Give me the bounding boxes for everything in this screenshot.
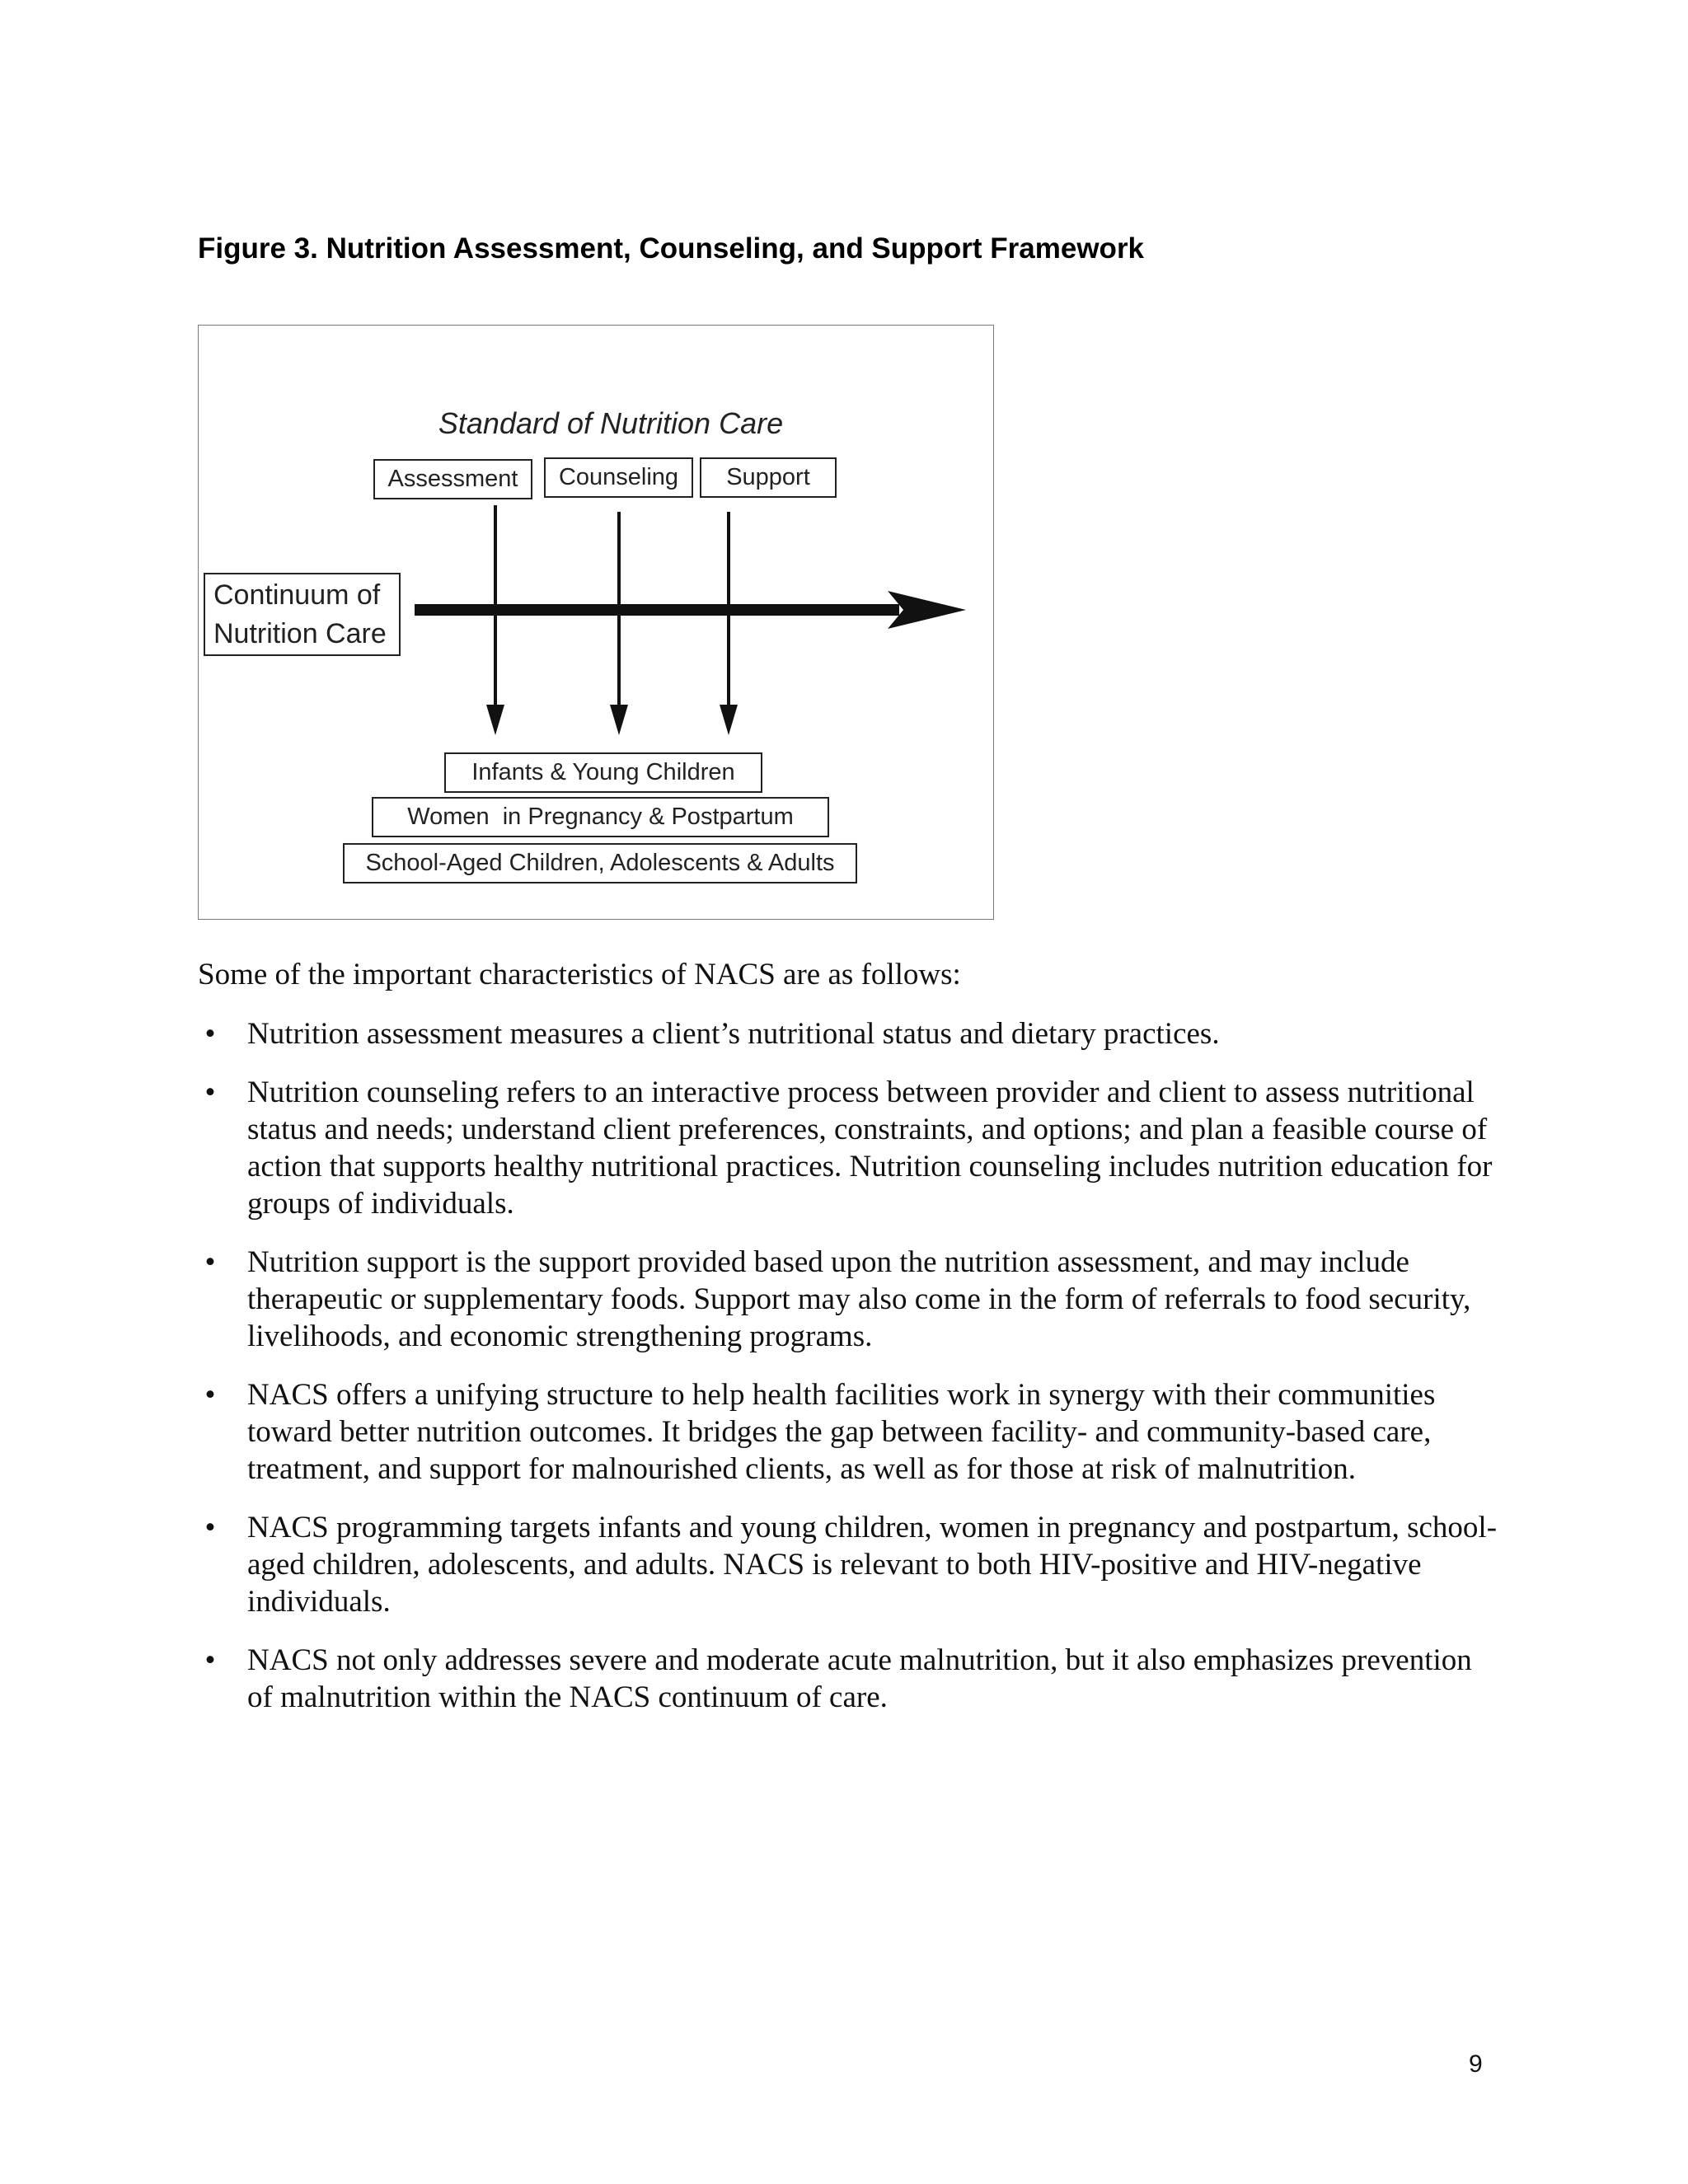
bullet-icon: • (204, 1076, 216, 1109)
group-infants-box: Infants & Young Children (444, 752, 762, 793)
list-item-text: Nutrition counseling refers to an interactive process between provider and client to assess nutritional status and needs; understand client preferences, constraints, and options; and plan a feasible course of action that supports healthy nutritional practices. Nutrition counseling includes nutrition education for groups of individuals. (247, 1076, 1493, 1221)
assessment-box: Assessment (373, 459, 532, 499)
page-number: 9 (1469, 2050, 1483, 2078)
list-item (198, 1244, 1500, 1355)
intro-paragraph: Some of the important characteristics of NACS are as follows: (198, 958, 961, 991)
list-item-text: NACS offers a unifying structure to help health facilities work in synergy with their communities toward better nutrition outcomes. It bridges the gap between facility- and community-based care, treatment, and support for malnourished clients, as well as for those at risk of malnutrition. (247, 1378, 1436, 1486)
list-item (198, 1642, 1500, 1716)
support-box: Support (700, 457, 837, 498)
bullet-icon: • (204, 1511, 216, 1544)
group-school-aged-box: School-Aged Children, Adolescents & Adults (343, 843, 857, 883)
assessment-arrowhead (486, 705, 504, 735)
diagram-title: Standard of Nutrition Care (438, 406, 784, 440)
list-item-text: NACS not only addresses severe and moderate acute malnutrition, but it also emphasizes prevention of malnutrition within the NACS continuum of care. (247, 1643, 1472, 1714)
list-item (198, 1015, 1500, 1052)
list-item-text: NACS programming targets infants and young children, women in pregnancy and postpartum, school-aged children, adolescents, and adults. NACS is relevant to both HIV-positive and HIV-negative individuals. (247, 1511, 1498, 1619)
characteristics-list (198, 1015, 1500, 1737)
list-item (198, 1376, 1500, 1488)
bullet-icon: • (204, 1245, 216, 1279)
bullet-icon: • (204, 1643, 216, 1677)
counseling-box: Counseling (544, 457, 693, 498)
figure-caption: Figure 3. Nutrition Assessment, Counseling, and Support Framework (198, 232, 1145, 265)
framework-diagram (198, 325, 994, 920)
continuum-box: Continuum of Nutrition Care (204, 573, 401, 656)
bullet-icon: • (204, 1017, 216, 1051)
bullet-icon: • (204, 1378, 216, 1412)
counseling-arrowhead (610, 705, 628, 735)
list-item-text: Nutrition assessment measures a client’s nutritional status and dietary practices. (247, 1017, 1220, 1051)
list-item-text: Nutrition support is the support provided based upon the nutrition assessment, and may include therapeutic or supplementary foods. Support may also come in the form of referrals to food security, livelihoods, and economic strengthening programs. (247, 1245, 1471, 1353)
list-item (198, 1509, 1500, 1620)
list-item (198, 1074, 1500, 1222)
support-arrowhead (720, 705, 738, 735)
group-women-box: Women in Pregnancy & Postpartum (372, 797, 829, 837)
